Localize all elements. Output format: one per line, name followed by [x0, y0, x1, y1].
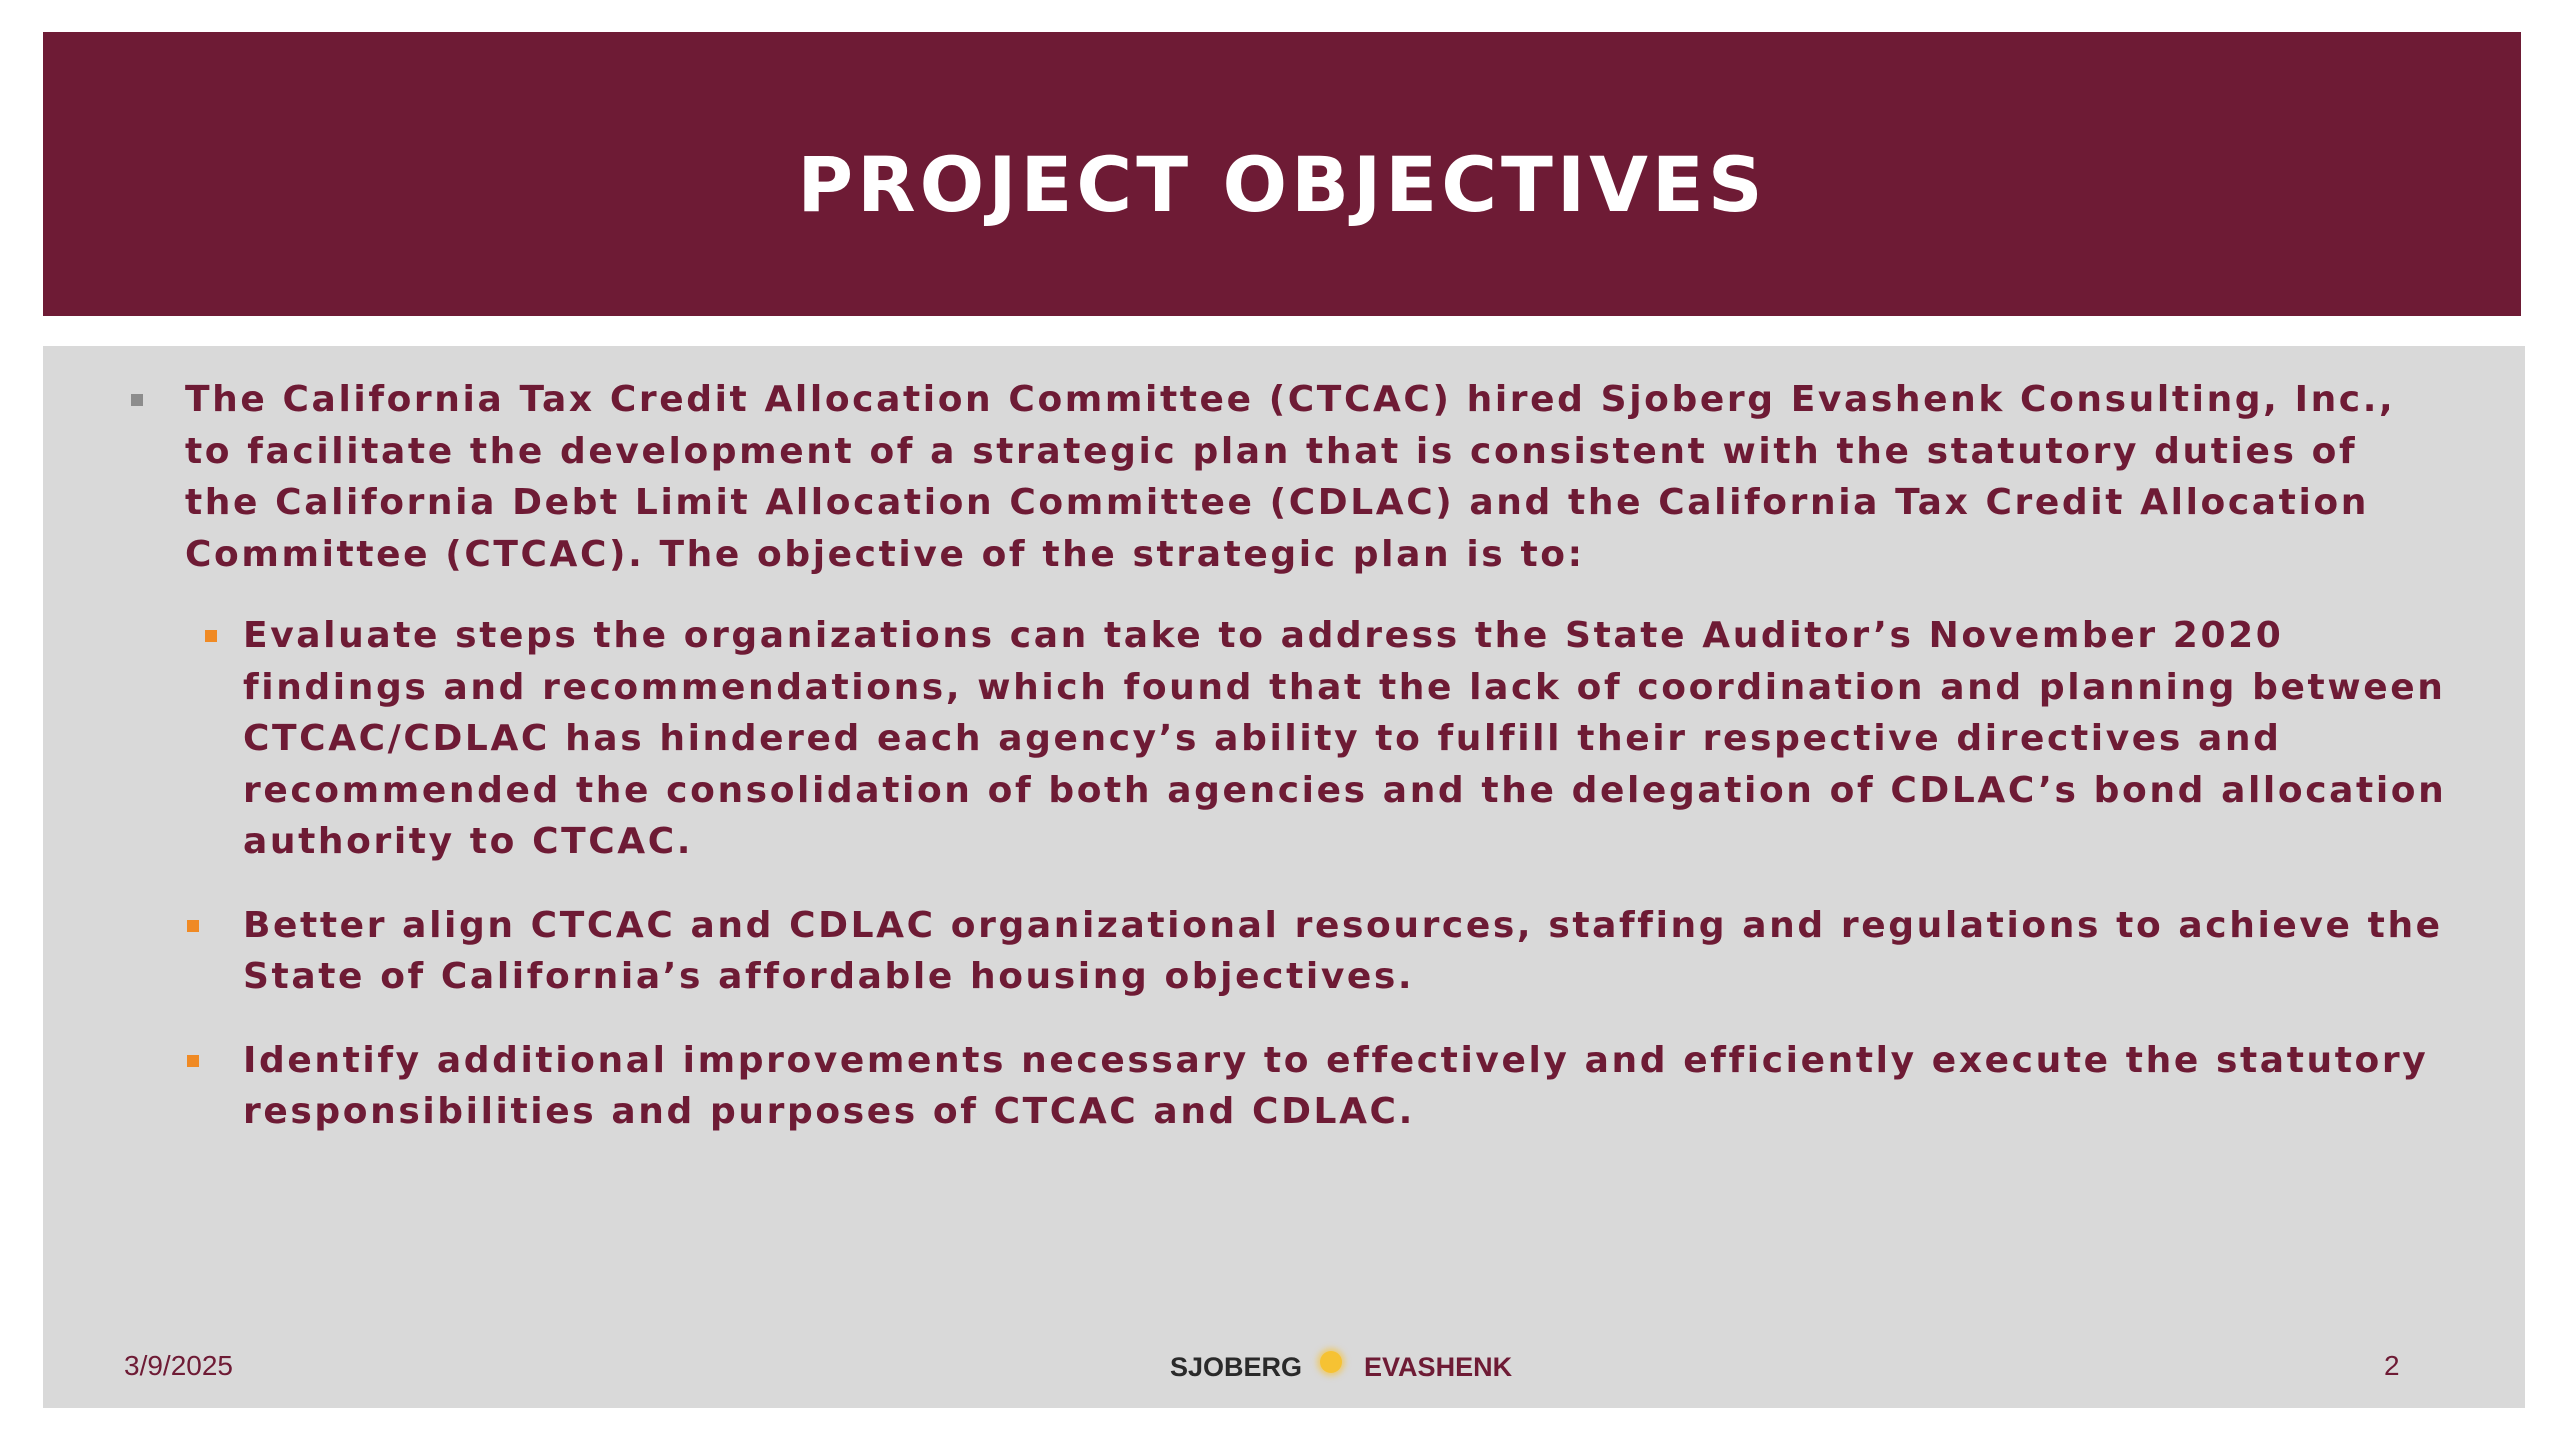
sub-bullet-2 — [43, 900, 2483, 1003]
orange-square-bullet-icon — [187, 1055, 199, 1067]
sub-bullet-text: Evaluate steps the organizations can take to address the State Auditor’s November 2020 findings and recommendations, which found that the lack of coordination and planning between CTCAC/CDLAC has hindered each agency’s ability to fulfill their respective directives and recommended the consolidation of both agencies and the delegation of CDLAC’s bond allocation authority to CTCAC. — [243, 615, 2447, 862]
orange-square-bullet-icon — [187, 920, 199, 932]
footer-logo — [1170, 1352, 1512, 1383]
content-panel — [43, 346, 2525, 1408]
sub-bullet-text: Better align CTCAC and CDLAC organizational resources, staffing and regulations to achieve the State of California’s affordable housing objectives. — [243, 904, 2443, 997]
bullet-list — [43, 374, 2525, 1170]
orange-square-bullet-icon — [205, 630, 217, 642]
intro-bullet — [43, 374, 2415, 580]
slide-title: PROJECT OBJECTIVES — [797, 139, 1767, 229]
logo-text-right: EVASHENK — [1364, 1352, 1513, 1382]
sun-icon — [1320, 1351, 1342, 1373]
intro-text: The California Tax Credit Allocation Committee (CTCAC) hired Sjoberg Evashenk Consulting, Inc., to facilitate the development of a strategic plan that is consistent with the statutory duties of the California Debt Limit Allocation Committee (CDLAC) and the California Tax Credit Allocation Committee (CTCAC). The objective of the strategic plan is to: — [185, 379, 2396, 575]
logo-text-left: SJOBERG — [1170, 1352, 1303, 1382]
sub-bullet-text: Identify additional improvements necessary to effectively and efficiently execute the statutory responsibilities and purposes of CTCAC and CDLAC. — [243, 1039, 2429, 1132]
square-bullet-icon — [131, 394, 143, 406]
page-number: 2 — [2384, 1350, 2400, 1381]
footer-date: 3/9/2025 — [124, 1350, 233, 1381]
title-banner — [43, 32, 2521, 316]
sub-bullet-1 — [43, 610, 2483, 868]
sub-bullet-3 — [43, 1035, 2483, 1138]
